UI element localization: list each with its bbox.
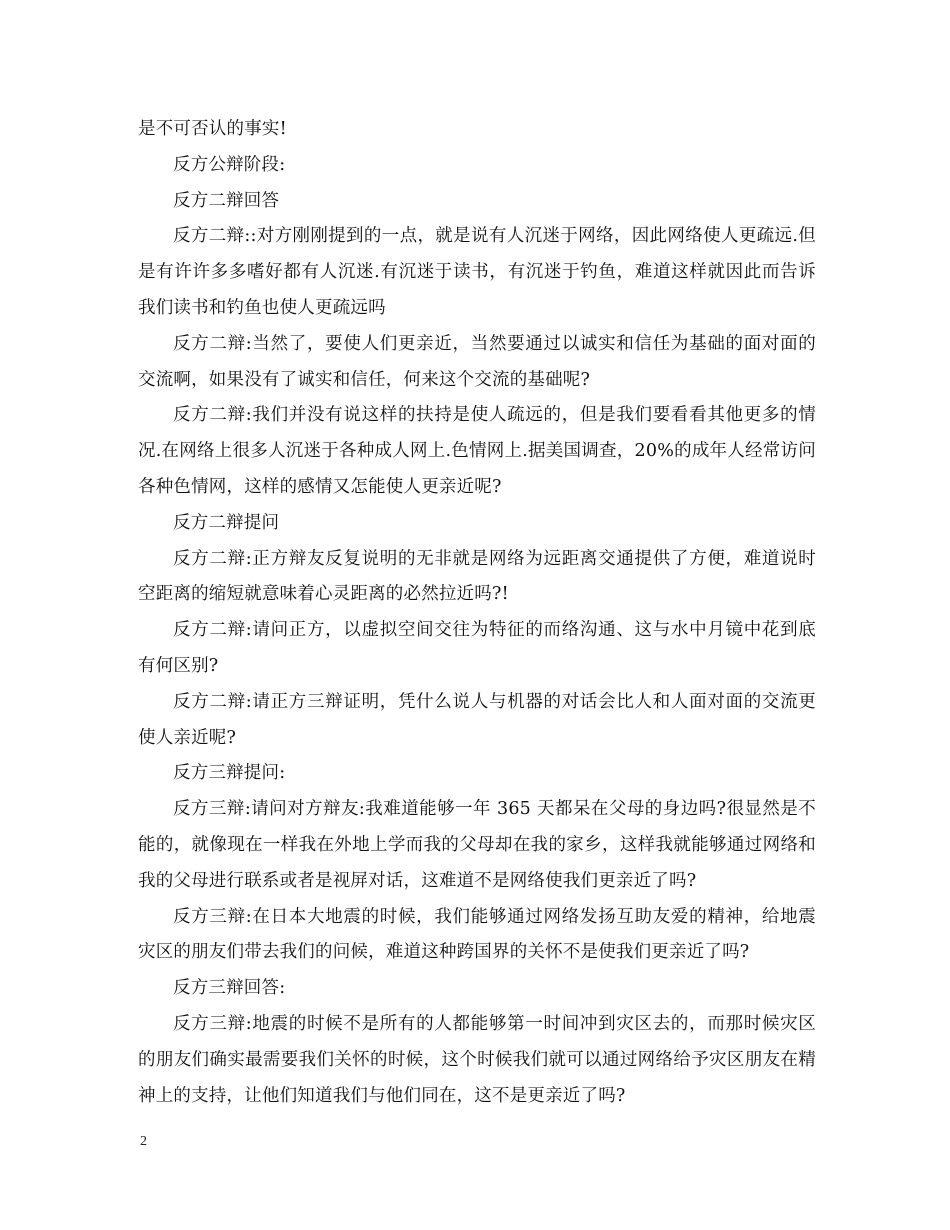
paragraph: 反方二辩:请问正方，以虚拟空间交往为特征的而络沟通、这与水中月镜中花到底有何区别?	[138, 620, 816, 676]
section-heading: 反方三辩提问:	[173, 763, 286, 784]
paragraph: 反方三辩:请问对方辩友:我难道能够一年 365 天都呆在父母的身边吗?很显然是不能的，就像现在一样我在外地上学而我的父母却在我的家乡，这样我就能够通过网络和我的父母进行联系或者是视屏对话，这难道不是网络使我们更亲近了吗?	[138, 799, 816, 891]
section-heading: 反方三辩回答:	[173, 978, 286, 999]
paragraph: 是不可否认的事实!	[138, 119, 287, 139]
section-heading: 反方二辩提问	[173, 512, 280, 533]
paragraph: 反方二辩::对方刚刚提到的一点，就是说有人沉迷于网络，因此网络使人更疏远.但是有许许多多嗜好都有人沉迷.有沉迷于读书，有沉迷于钓鱼，难道这样就因此而告诉我们读书和钓鱼也使人更疏远吗	[138, 226, 816, 318]
paragraph: 反方二辩:正方辩友反复说明的无非就是网络为远距离交通提供了方便，难道说时空距离的缩短就意味着心灵距离的必然拉近吗?!	[138, 548, 816, 605]
paragraph: 反方三辩:地震的时候不是所有的人都能够第一时间冲到灾区去的，而那时候灾区的朋友们确实最需要我们关怀的时候，这个时候我们就可以通过网络给予灾区朋友在精神上的支持，让他们知道我们与他们同在，这不是更亲近了吗?	[138, 1013, 816, 1106]
paragraph: 反方二辩:当然了，要使人们更亲近，当然要通过以诚实和信任为基础的面对面的交流啊，如果没有了诚实和信任，何来这个交流的基础呢?	[138, 333, 816, 390]
paragraph: 反方二辩:请正方三辩证明，凭什么说人与机器的对话会比人和人面对面的交流更使人亲近呢?	[138, 691, 816, 748]
paragraph: 反方三辩:在日本大地震的时候，我们能够通过网络发扬互助友爱的精神，给地震灾区的朋友们带去我们的问候，难道这种跨国界的关怀不是使我们更亲近了吗?	[138, 906, 816, 963]
section-heading: 反方二辩回答	[173, 190, 280, 211]
section-heading: 反方公辩阶段:	[173, 154, 286, 175]
page-number: 2	[140, 1134, 147, 1149]
document-body	[138, 112, 816, 1114]
paragraph: 反方二辩:我们并没有说这样的扶持是使人疏远的，但是我们要看看其他更多的情况.在网络上很多人沉迷于各种成人网上.色情网上.据美国调查，20%的成年人经常访问各种色情网，这样的感情又怎能使人更亲近呢?	[138, 405, 816, 497]
